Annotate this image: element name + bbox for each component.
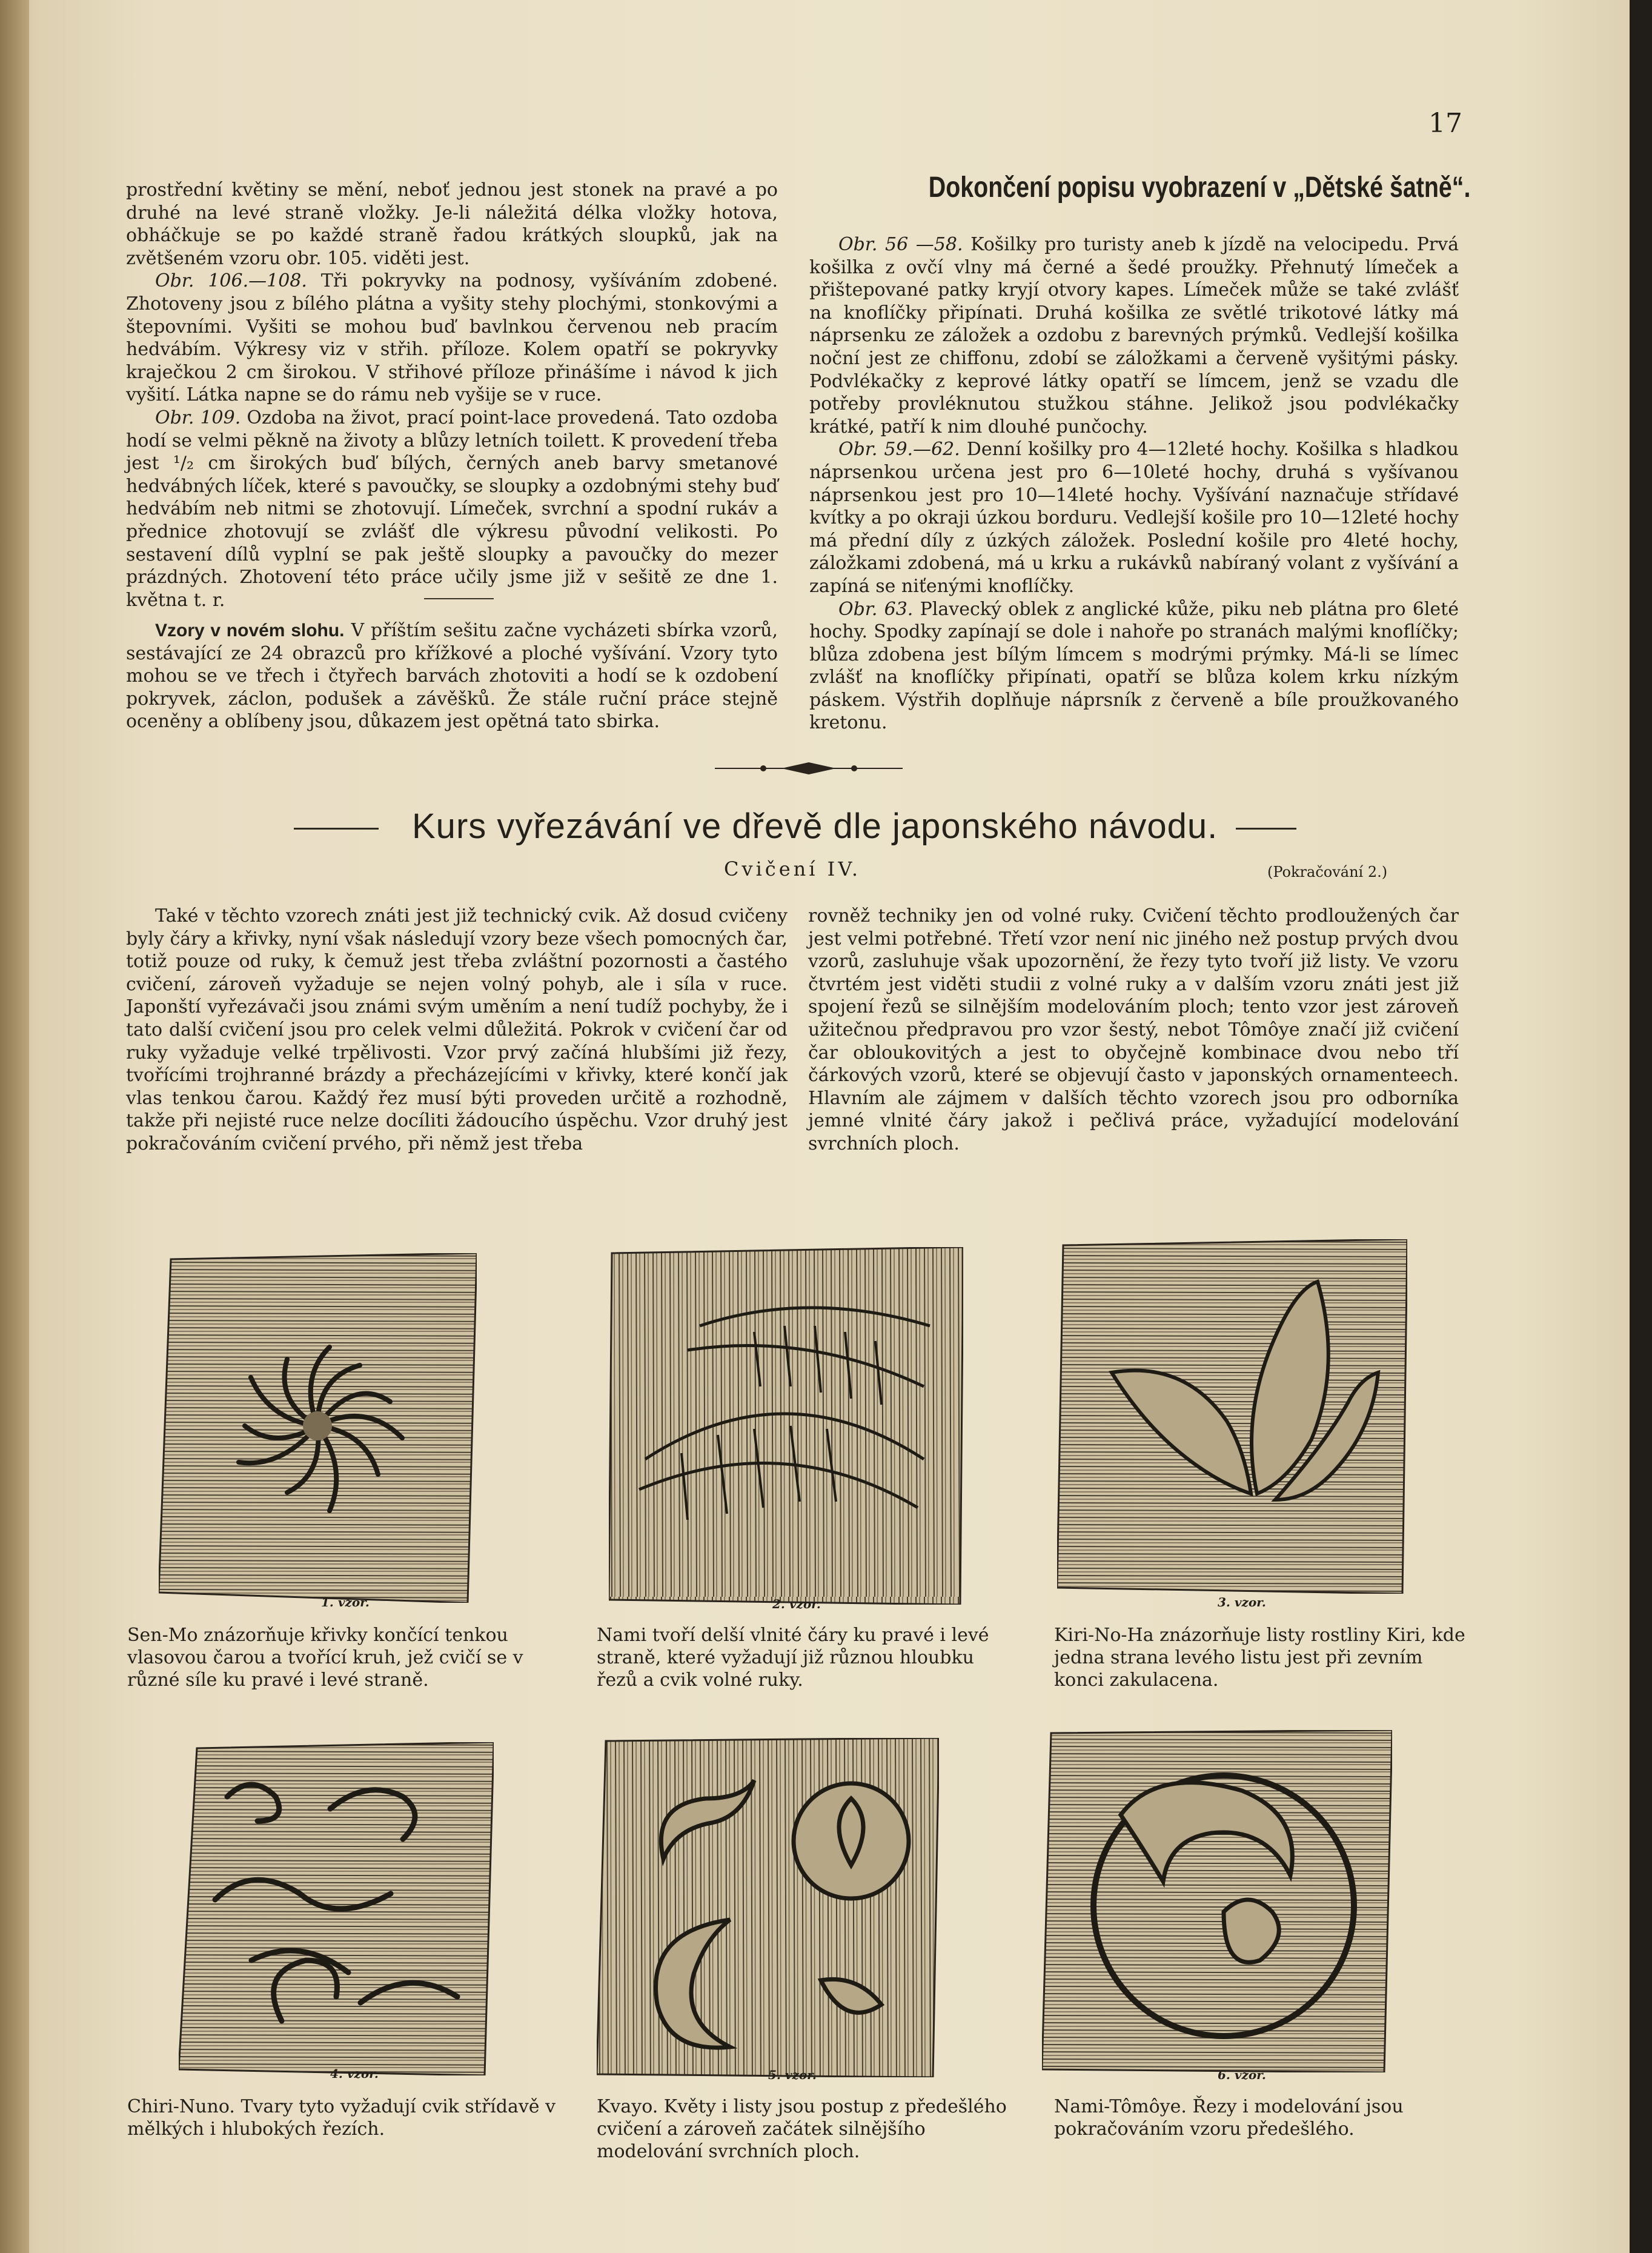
figure-6-label: 6. vzor.: [1218, 2068, 1266, 2082]
title-dash-left: [294, 828, 379, 830]
right-paragraph-3-text: Plavecký oblek z anglické kůže, piku neb plátna pro 6leté hochy. Spodky zapínají se dole i nahoře po stranách malými knoflíčky; blůza zdobena jest bílým límcem s modrými prýmky. Má-li se límec zvlášť na knoflíčky připínati, opatří se blůza kolem krku nízkým páskem. Výstřih doplňuje náprsník z červeně a bíle proužkovaného kretonu.: [809, 598, 1459, 734]
course-title: Kurs vyřezávání ve dřevě dle japonského návodu.: [412, 807, 1218, 846]
figure-5-label: 5. vzor.: [768, 2068, 817, 2082]
figure-ref-56: Obr. 56 —58.: [838, 234, 963, 255]
figure-4-carving: [179, 1742, 494, 2075]
vzory-block: [126, 619, 778, 733]
course-right-paragraph: rovněž techniky jen od volné ruky. Cvičení těchto prodloužených čar jest velmi potřebné. Třetí vzor není nic jiného než postup prvých dvou vzorů, zasluhuje však upozornění, že řezy tyto tvoří již listy. Ve vzoru čtvrtém jest viděti studii z volné ruky a v dalším vzoru znáti jest již spojení řezů se silnějším modelováním ploch; tento vzor jest zároveň užitečnou předpravou pro vzor šestý, nebot Tômôye značí již cvičení čar obloukovitých a jest to obyčejně kombinace dvou nebo tří čárkových vzorů, které se objevují často v japonských ornamenteech. Hlavním ale zájmem v dalších těchto vzorech jsou pro odborníka jemné vlnité čáry jakož i pečlivá práce, vyžadující modelování svrchních ploch.: [808, 905, 1459, 1154]
course-left-text: [126, 905, 788, 1156]
right-heading: Dokončení popisu vyobrazení v „Dětské šatně“.: [928, 171, 1471, 204]
figure-6-carving: [1042, 1730, 1392, 2072]
left-paragraph-1: prostřední květiny se mění, neboť jednou jest stonek na pravé a po druhé na levé straně vložky. Je-li náležitá délka vložky hotova, obháčkuje se po každé straně řadou krátkých sloupků, jak na zvětšeném vzoru obr. 105. viděti jest.: [126, 179, 778, 269]
left-paragraph-3-text: Ozdoba na život, prací point-lace provedená. Tato ozdoba hodí se velmi pěkně na životy a blůzy letních toilett. K provedení třeba jest ¹/₂ cm širokých buď bílých, černých aneb barvy smetanové hedvábných líček, které s pavoučky, se sloupky a ozdobnými stehy buď hedvábím neb nitmi se zhotovují. Límeček, svrchní a spodní rukáv a přednice zhotovují se zvlášť dle výkresu původní velikosti. Po sestavení dílů vyplní se pak ještě sloupky a pavoučky do mezer prázdných. Zhotovení této práce učily jsme již v sešitě ze dne 1. května t. r.: [126, 407, 778, 611]
course-subtitle: Cvičení IV.: [724, 857, 861, 880]
vzory-title: Vzory v novém slohu.: [155, 621, 345, 641]
figure-6-caption: Nami-Tômôye. Řezy i modelování jsou pokračováním vzoru předešlého.: [1054, 2096, 1404, 2140]
figure-5-caption: Kvayo. Květy i listy jsou postup z předešlého cvičení a zároveň začátek silnějšího modelování svrchních ploch.: [597, 2096, 1007, 2162]
right-paragraph-1-text: Košilky pro turisty aneb k jízdě na velocipedu. Prvá košilka z ovčí vlny má černé a šedé proužky. Přehnutý límeček a přištepované patky kryjí otvory kapes. Límeček může se také zvlášť na knoflíčky připínati. Druhá košilka ze světlé trikotové látky má náprsenku ze záložek a ozdobu z barevných prýmků. Vedlejší košilka noční jest ze chiffonu, zdobí se záložkami a červeně vyšitými pásky. Podvlékačky z keprové látky opatří se límcem, jenž se vzadu dle potřeby provléknutou stužkou stáhne. Jelikož jsou podvlékačky krátké, patří k nim dlouhé punčochy.: [809, 234, 1459, 438]
figure-1-caption: Sen-Mo znázorňuje křivky končící tenkou vlasovou čarou a tvořící kruh, jež cvičí se v různé síle ku pravé i levé straně.: [127, 1625, 523, 1691]
figure-ref-106: Obr. 106.—108.: [155, 270, 307, 292]
figure-2-caption: Nami tvoří delší vlnité čáry ku pravé i levé straně, které vyžadují již různou hloubku řezů a cvik volné ruky.: [597, 1625, 989, 1691]
ornament-divider: [715, 761, 903, 776]
book-spine: [0, 0, 29, 2253]
vzory-text: V příštím sešitu začne vycházeti sbírka vzorů, sestávající ze 24 obrazců pro křížkové a ploché vyšívání. Vzory tyto mohou se ve třech i čtyřech barvách zhotoviti a hodí se k ozdobení pokryvek, záclon, podušek a závěšků. Že stále ruční práce stejně oceněny a oblíbeny jsou, důkazem jest opětná tato sbirka.: [126, 620, 778, 733]
left-paragraph-2: [126, 270, 778, 407]
page-number: 17: [1428, 108, 1462, 139]
figure-ref-63: Obr. 63.: [838, 598, 914, 620]
right-column: [809, 233, 1459, 734]
figure-4-label: 4. vzor.: [330, 2066, 379, 2081]
right-paragraph-1: [809, 233, 1459, 438]
figure-ref-59: Obr. 59.—62.: [838, 439, 960, 461]
figure-1-label: 1. vzor.: [321, 1595, 370, 1609]
figure-2-label: 2. vzor.: [772, 1597, 821, 1611]
vzory-paragraph: [126, 619, 778, 733]
left-paragraph-3: [126, 407, 778, 611]
figure-2-carving: [609, 1247, 963, 1605]
course-right-text: [808, 905, 1459, 1156]
figure-4-caption: Chiri-Nuno. Tvary tyto vyžadují cvik střídavě v mělkých i hlubokých řezích.: [127, 2096, 556, 2140]
right-paragraph-2-text: Denní košilky pro 4—12leté hochy. Košilka s hladkou náprsenkou určena jest pro 6—10leté hochy, druhá s vyšívanou náprsenkou jest pro 10—14leté hochy. Vyšívání naznačuje střídavé kvítky a po okraji úzkou borduru. Vedlejší košile pro 10—12leté hochy má přední díly z úzkých záložek. Poslední košile pro 4leté hochy, záložkami zdobená, má u krku a rukávků nabíraný volant z vyšívání a zapíná se niťenými knoflíčky.: [809, 439, 1459, 597]
figure-3-carving: [1057, 1239, 1407, 1594]
figure-1-carving: [159, 1253, 477, 1603]
figure-3-caption: Kiri-No-Ha znázorňuje listy rostliny Kiri, kde jedna strana levého listu jest při zevním konci zakulacena.: [1054, 1625, 1465, 1691]
right-paragraph-2: [809, 438, 1459, 597]
figure-3-label: 3. vzor.: [1218, 1595, 1266, 1609]
figure-ref-109: Obr. 109.: [155, 407, 241, 428]
title-dash-right: [1236, 828, 1296, 830]
left-paragraph-2-text: Tři pokryvky na podnosy, vyšíváním zdobené. Zhotoveny jsou z bílého plátna a vyšity stehy plochými, stonkovými a štepovními. Vyšiti se mohou buď bavlnkou červenou neb pracím hedvábím. Výkresy viz v střih. příloze. Kolem opatří se pokryvky kraječkou 2 cm širokou. V střihové příloze přinášíme i návod k jich vyšití. Látka napne se do rámu neb vyšije se v ruce.: [126, 270, 778, 406]
left-column: [126, 179, 778, 611]
course-left-paragraph: Také v těchto vzorech znáti jest již technický cvik. Až dosud cvičeny byly čáry a křivky, nyní však následují vzory beze všech pomocných čar, totiž pouze od ruky, k čemuž jest třeba zvláštní pozornosti a častého cvičení, zároveň vyžaduje se nejen volný pohyb, ale i síla v ruce. Japonští vyřezávači jsou známi svým uměním a není tudíž pochyby, že i tato další cvičení jsou pro celek velmi důležitá. Pokrok v cvičení čar od ruky vyžaduje velké trpělivosti. Vzor prvý začíná hlubšími již řezy, tvořícími trojhranné brázdy a přecházejícími v křivky, které končí jak vlas tenkou čarou. Každý řez musí býti proveden určitě a rozhodně, takže při nejisté ruce nelze docíliti žádoucího úspěchu. Vzor druhý jest pokračováním cvičení prvého, při němž jest třeba: [126, 905, 788, 1154]
scan-edge: [1630, 0, 1652, 2253]
course-continuation: (Pokračování 2.): [1267, 864, 1388, 880]
left-divider: [424, 598, 494, 599]
right-paragraph-3: [809, 598, 1459, 735]
figure-5-carving: [597, 1738, 939, 2077]
